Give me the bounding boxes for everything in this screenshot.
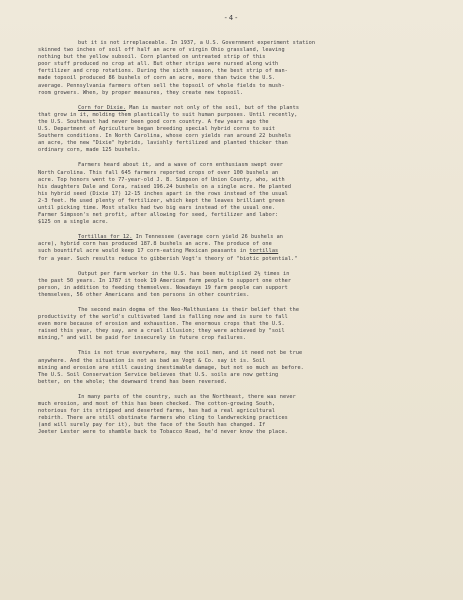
text-line: average. Pennsylvania farmers often sell the topsoil of whole fields to mush- bbox=[38, 82, 285, 89]
underlined-heading: tortillas bbox=[249, 248, 279, 255]
text-line: productivity of the world's cultivated land is falling now and is sure to fall bbox=[38, 314, 288, 321]
text-line: that grow in it, molding them plastically to suit human purposes. Until recently, bbox=[38, 111, 298, 118]
text-line: Farmer Simpson's net profit, after allowing for seed, fertilizer and labor: bbox=[38, 212, 279, 219]
text-line: The second main dogma of the Neo-Malthusians is their belief that the bbox=[78, 307, 300, 313]
text-line: raised this year, they say, are a cruel illusion; they were achieved by "soil bbox=[38, 328, 285, 335]
text-segment: In Tennessee (average corn yield 26 bushels an bbox=[132, 234, 283, 241]
text-line: the U.S. Southeast had never been good corn country. A few years ago the bbox=[38, 118, 269, 125]
text-line: Jeeter Lester were to shamble back to Tobacco Road, he'd never know the place. bbox=[38, 429, 288, 436]
text-line: even more because of erosion and exhaustion. The enormous crops that the U.S. bbox=[38, 321, 285, 328]
text-line: the past 50 years. In 1787 it took 19 American farm people to support one other bbox=[38, 277, 292, 284]
text-segment: Man is master not only of the soil, but of the plants bbox=[126, 104, 300, 111]
text-line: until picking time. Most stalks had two big ears instead of the usual one. bbox=[38, 204, 276, 211]
text-line: Farmers heard about it, and a wave of corn enthusiasm swept over bbox=[78, 162, 283, 169]
text-line: notorious for its stripped and deserted farms, has had a real agricultural bbox=[38, 408, 276, 415]
text-line: nothing but the yellow subsoil. Corn planted on untreated strip of this bbox=[38, 54, 266, 61]
page-number: -4- bbox=[223, 14, 240, 22]
text-line: an acre, the new "Dixie" hybrids, lavishly fertilized and planted thicker than bbox=[38, 140, 288, 147]
text-line: acre), hybrid corn has produced 187.8 bushels an acre. The produce of one bbox=[38, 241, 272, 248]
text-line: (and will surely pay for it), but the face of the South has changed. If bbox=[38, 422, 266, 429]
body-text bbox=[38, 40, 442, 445]
text-line: his daughters Dale and Cora, raised 196.24 bushels on a single acre. He planted bbox=[38, 183, 292, 190]
text-line: but it is not irreplaceable. In 1937, a U.S. Government experiment station bbox=[78, 40, 316, 46]
paragraph bbox=[38, 350, 442, 385]
text-line: made topsoil produced 86 bushels of corn an acre, more than twice the U.S. bbox=[38, 75, 276, 82]
text-line: mining and erosion are still causing inestimable damage, but not so much as before. bbox=[38, 364, 304, 371]
text-line: North Carolina. This fall 645 farmers reported crops of over 100 bushels an bbox=[38, 169, 279, 176]
text-line: much erosion, and most of this has been checked. The cotton-growing South, bbox=[38, 401, 276, 408]
text-line: Southern conditions. In North Carolina, whose corn yields ran around 22 bushels bbox=[38, 133, 292, 140]
paragraph bbox=[38, 105, 442, 155]
text-line: acre. Top honors went to 77-year-old J. B. Simpson of Union County, who, with bbox=[38, 176, 285, 183]
text-line: skinned two inches of soil off half an acre of virgin Ohio grassland, leaving bbox=[38, 47, 285, 54]
underlined-heading: Corn for Dixie. bbox=[78, 104, 127, 111]
text-line bbox=[38, 234, 442, 241]
text-line: mining," and will be paid for insecurely in future crop failures. bbox=[38, 335, 247, 342]
text-line: for a year. Such results reduce to gibberish Vogt's theory of "biotic potential." bbox=[38, 255, 298, 262]
text-line: person, in addition to feeding themselves. Nowadays 19 farm people can support bbox=[38, 284, 288, 291]
text-line: 2-3 feet. He used plenty of fertilizer, which kept the leaves brilliant green bbox=[38, 197, 285, 204]
paragraph bbox=[38, 394, 442, 437]
text-line bbox=[38, 248, 442, 255]
text-line: better, on the whole; the downward trend has been reversed. bbox=[38, 378, 227, 385]
text-line: In many parts of the country, such as the Northeast, there was never bbox=[78, 393, 296, 400]
text-line: his hybrid seed (Dixie 17) 12-15 inches apart in the rows instead of the usual bbox=[38, 190, 288, 197]
text-line: $125 on a single acre. bbox=[38, 219, 109, 226]
text-segment: such bountiful acre would keep 17 corn-eating Mexican peasants in bbox=[38, 248, 250, 255]
text-line: U.S. Department of Agriculture began breeding special hybrid corns to suit bbox=[38, 126, 276, 133]
text-line: anywhere. And the situation is not as bad as Vogt & Co. say it is. Soil bbox=[38, 357, 266, 364]
text-line: themselves, 56 other Americans and ten persons in other countries. bbox=[38, 291, 250, 298]
text-line: poor stuff produced no crop at all. But other strips were nursed along with bbox=[38, 61, 279, 68]
paragraph bbox=[38, 234, 442, 262]
paragraph bbox=[38, 40, 442, 97]
paragraph bbox=[38, 271, 442, 299]
paragraph bbox=[38, 162, 442, 226]
text-line: This is not true everywhere, may the soil men, and it need not be true bbox=[78, 350, 303, 357]
text-line: ordinary corn, made 125 bushels. bbox=[38, 147, 141, 154]
text-line: Output per farm worker in the U.S. has been multiplied 2½ times in bbox=[78, 270, 290, 277]
underlined-heading: Tortillas for 12. bbox=[78, 234, 133, 241]
text-line: The U.S. Soil Conservation Service believes that U.S. soils are now getting bbox=[38, 371, 279, 378]
text-line: rebirth. There are still obstinate farmers who cling to landwrecking practices bbox=[38, 415, 288, 422]
text-line: room growers. When, by proper measures, they create new topsoil. bbox=[38, 89, 243, 96]
text-line: fertilizer and crop rotations. During the sixth season, the best strip of man- bbox=[38, 68, 288, 75]
paragraph bbox=[38, 307, 442, 342]
text-line bbox=[38, 105, 442, 112]
